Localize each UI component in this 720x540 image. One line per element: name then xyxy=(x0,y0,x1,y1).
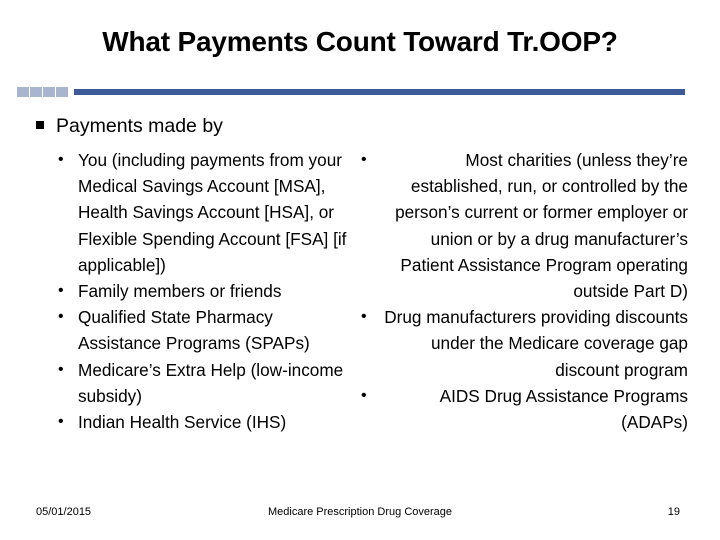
section-heading xyxy=(36,115,223,138)
right-bullet-list xyxy=(358,147,688,435)
page-number: 19 xyxy=(667,506,680,518)
list-item: • Medicare’s Extra Help (low-income subsidy) xyxy=(55,357,355,409)
footer-date: 05/01/2015 xyxy=(36,506,92,518)
list-item: • You (including payments from your Medical Savings Account [MSA], Health Savings Account [HSA], or Flexible Spending Account [FSA] [if applicable]) xyxy=(55,147,355,278)
divider-blocks xyxy=(17,87,68,97)
footer-title: Medicare Prescription Drug Coverage xyxy=(267,506,453,518)
slide-title: What Payments Count Toward Tr.OOP? xyxy=(102,26,618,57)
list-item: • Most charities (unless they’re established, run, or controlled by the person’s current or former employer or union or by a drug manufacturer’s Patient Assistance Program operating outside Part D) xyxy=(358,147,688,304)
title-divider xyxy=(17,87,685,97)
list-item: • Drug manufacturers providing discounts under the Medicare coverage gap discount program xyxy=(358,304,688,383)
square-bullet-icon xyxy=(36,121,44,129)
list-item: • Qualified State Pharmacy Assistance Programs (SPAPs) xyxy=(55,304,355,356)
section-heading-text: Payments made by xyxy=(56,115,223,137)
list-item: • Family members or friends xyxy=(55,278,355,304)
left-bullet-list xyxy=(55,147,355,435)
list-item: • Indian Health Service (IHS) xyxy=(55,409,355,435)
list-item: • AIDS Drug Assistance Programs (ADAPs) xyxy=(358,383,688,435)
divider-bar xyxy=(74,89,685,95)
